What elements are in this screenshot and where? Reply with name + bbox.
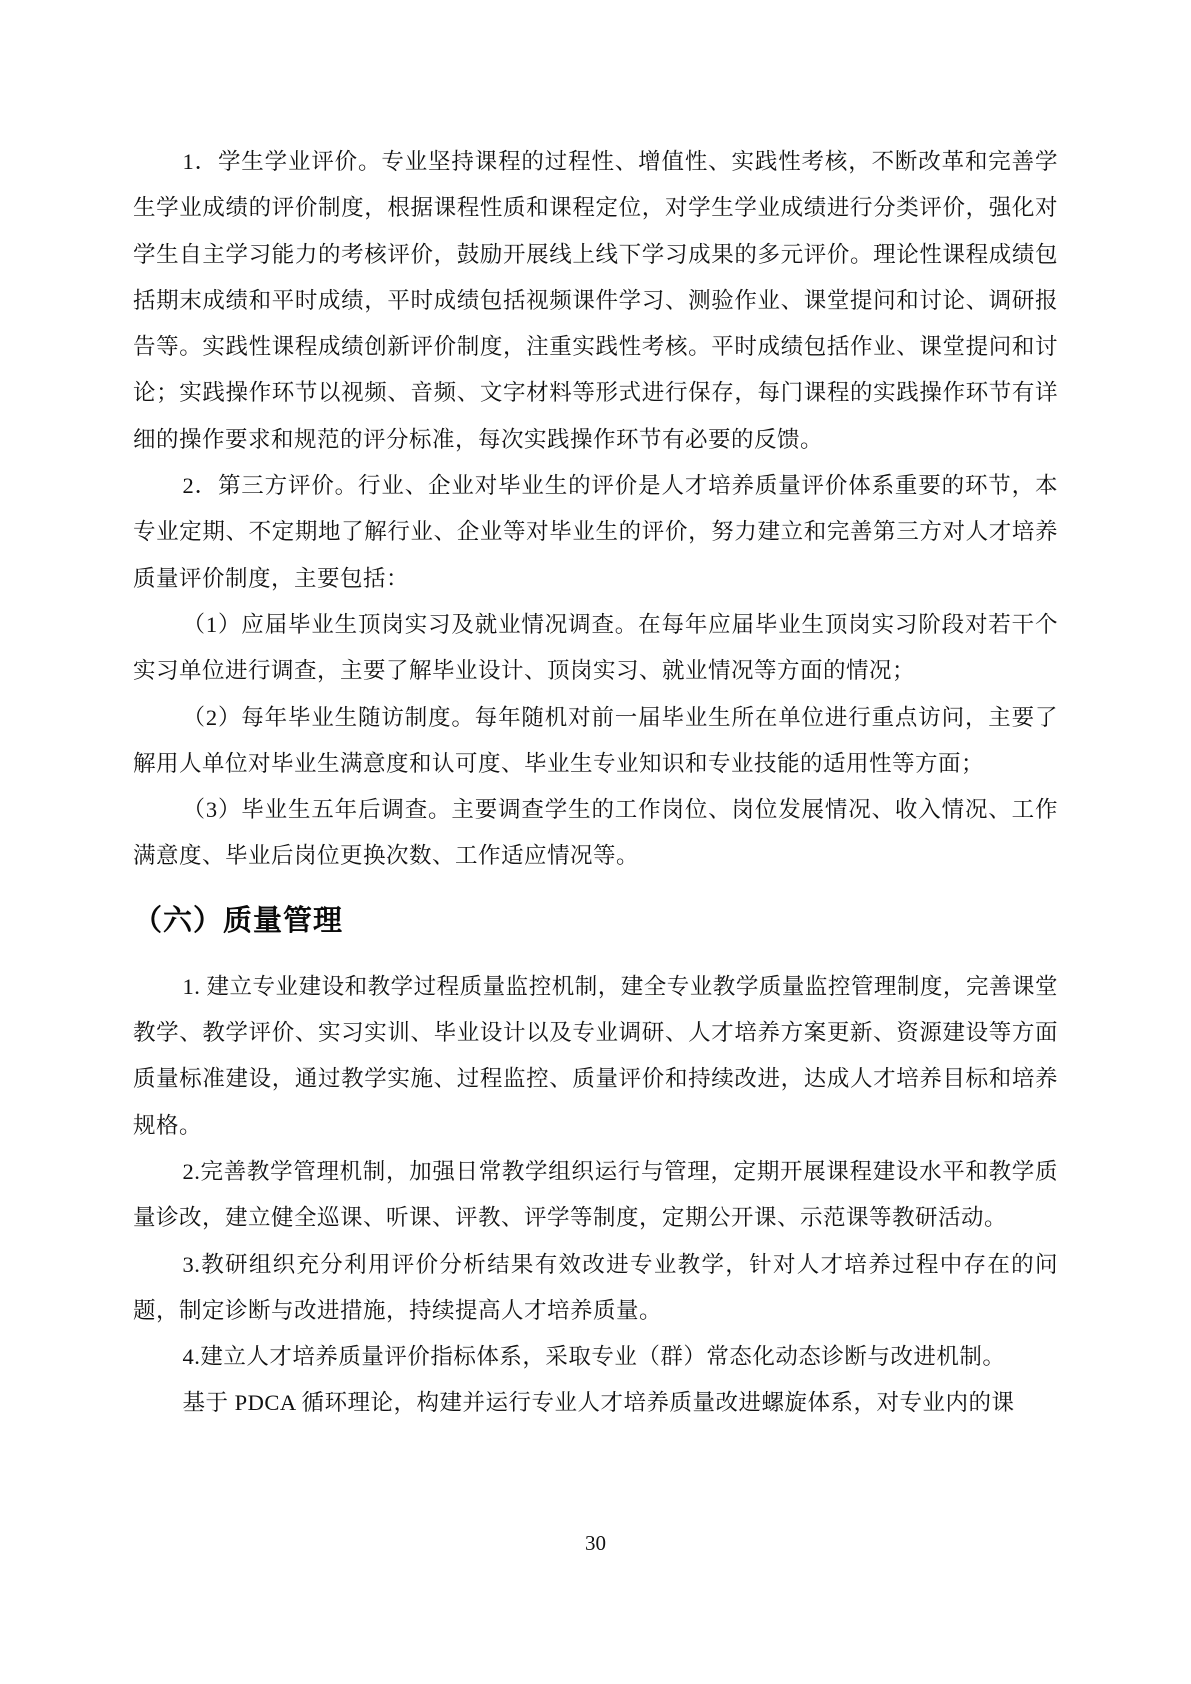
paragraph-quality-monitoring-mechanism: 1. 建立专业建设和教学过程质量监控机制，建全专业教学质量监控管理制度，完善课堂教学、教学评价、实习实训、毕业设计以及专业调研、人才培养方案更新、资源建设等方面质量标准建设，通过教学实施、过程监控、质量评价和持续改进，达成人才培养目标和培养规格。 [133,973,1058,1138]
document-content [133,0,1058,1427]
paragraph-item-2-graduate-followup: （2）每年毕业生随访制度。每年随机对前一届毕业生所在单位进行重点访问，主要了解用人单位对毕业生满意度和认可度、毕业生专业知识和专业技能的适用性等方面； [133,704,1058,776]
paragraph-item-1-internship-survey: （1）应届毕业生顶岗实习及就业情况调查。在每年应届毕业生顶岗实习阶段对若干个实习单位进行调查，主要了解毕业设计、顶岗实习、就业情况等方面的情况； [133,611,1058,684]
page-number: 30 [585,1531,606,1555]
section-heading-quality-management: （六）质量管理 [133,904,344,937]
paragraph-student-academic-evaluation: 1．学生学业评价。专业坚持课程的过程性、增值性、实践性考核，不断改革和完善学生学业成绩的评价制度，根据课程性质和课程定位，对学生学业成绩进行分类评价，强化对学生自主学习能力的考核评价，鼓励开展线上线下学习成果的多元评价。理论性课程成绩包括期末成绩和平时成绩，平时成绩包括视频课件学习、测验作业、课堂提问和讨论、调研报告等。实践性课程成绩创新评价制度，注重实践性考核。平时成绩包括作业、课堂提问和讨论；实践操作环节以视频、音频、文字材料等形式进行保存，每门课程的实践操作环节有详细的操作要求和规范的评分标准，每次实践操作环节有必要的反馈。 [133,149,1058,452]
paragraph-evaluation-index-system: 4.建立人才培养质量评价指标体系，采取专业（群）常态化动态诊断与改进机制。 [182,1344,1006,1370]
paragraph-teaching-research-improvement: 3.教研组织充分利用评价分析结果有效改进专业教学，针对人才培养过程中存在的问题，制定诊断与改进措施，持续提高人才培养质量。 [133,1251,1058,1323]
paragraph-teaching-management-mechanism: 2.完善教学管理机制，加强日常教学组织运行与管理，定期开展课程建设水平和教学质量诊改，建立健全巡课、听课、评教、评学等制度，定期公开课、示范课等教研活动。 [133,1158,1058,1231]
paragraph-item-3-five-year-survey: （3）毕业生五年后调查。主要调查学生的工作岗位、岗位发展情况、收入情况、工作满意度、毕业后岗位更换次数、工作适应情况等。 [133,797,1058,869]
paragraph-third-party-evaluation: 2．第三方评价。行业、企业对毕业生的评价是人才培养质量评价体系重要的环节，本专业定期、不定期地了解行业、企业等对毕业生的评价，努力建立和完善第三方对人才培养质量评价制度，主要包括： [133,473,1058,591]
paragraph-pdca-cycle: 基于 PDCA 循环理论，构建并运行专业人才培养质量改进螺旋体系，对专业内的课 [182,1390,1015,1416]
